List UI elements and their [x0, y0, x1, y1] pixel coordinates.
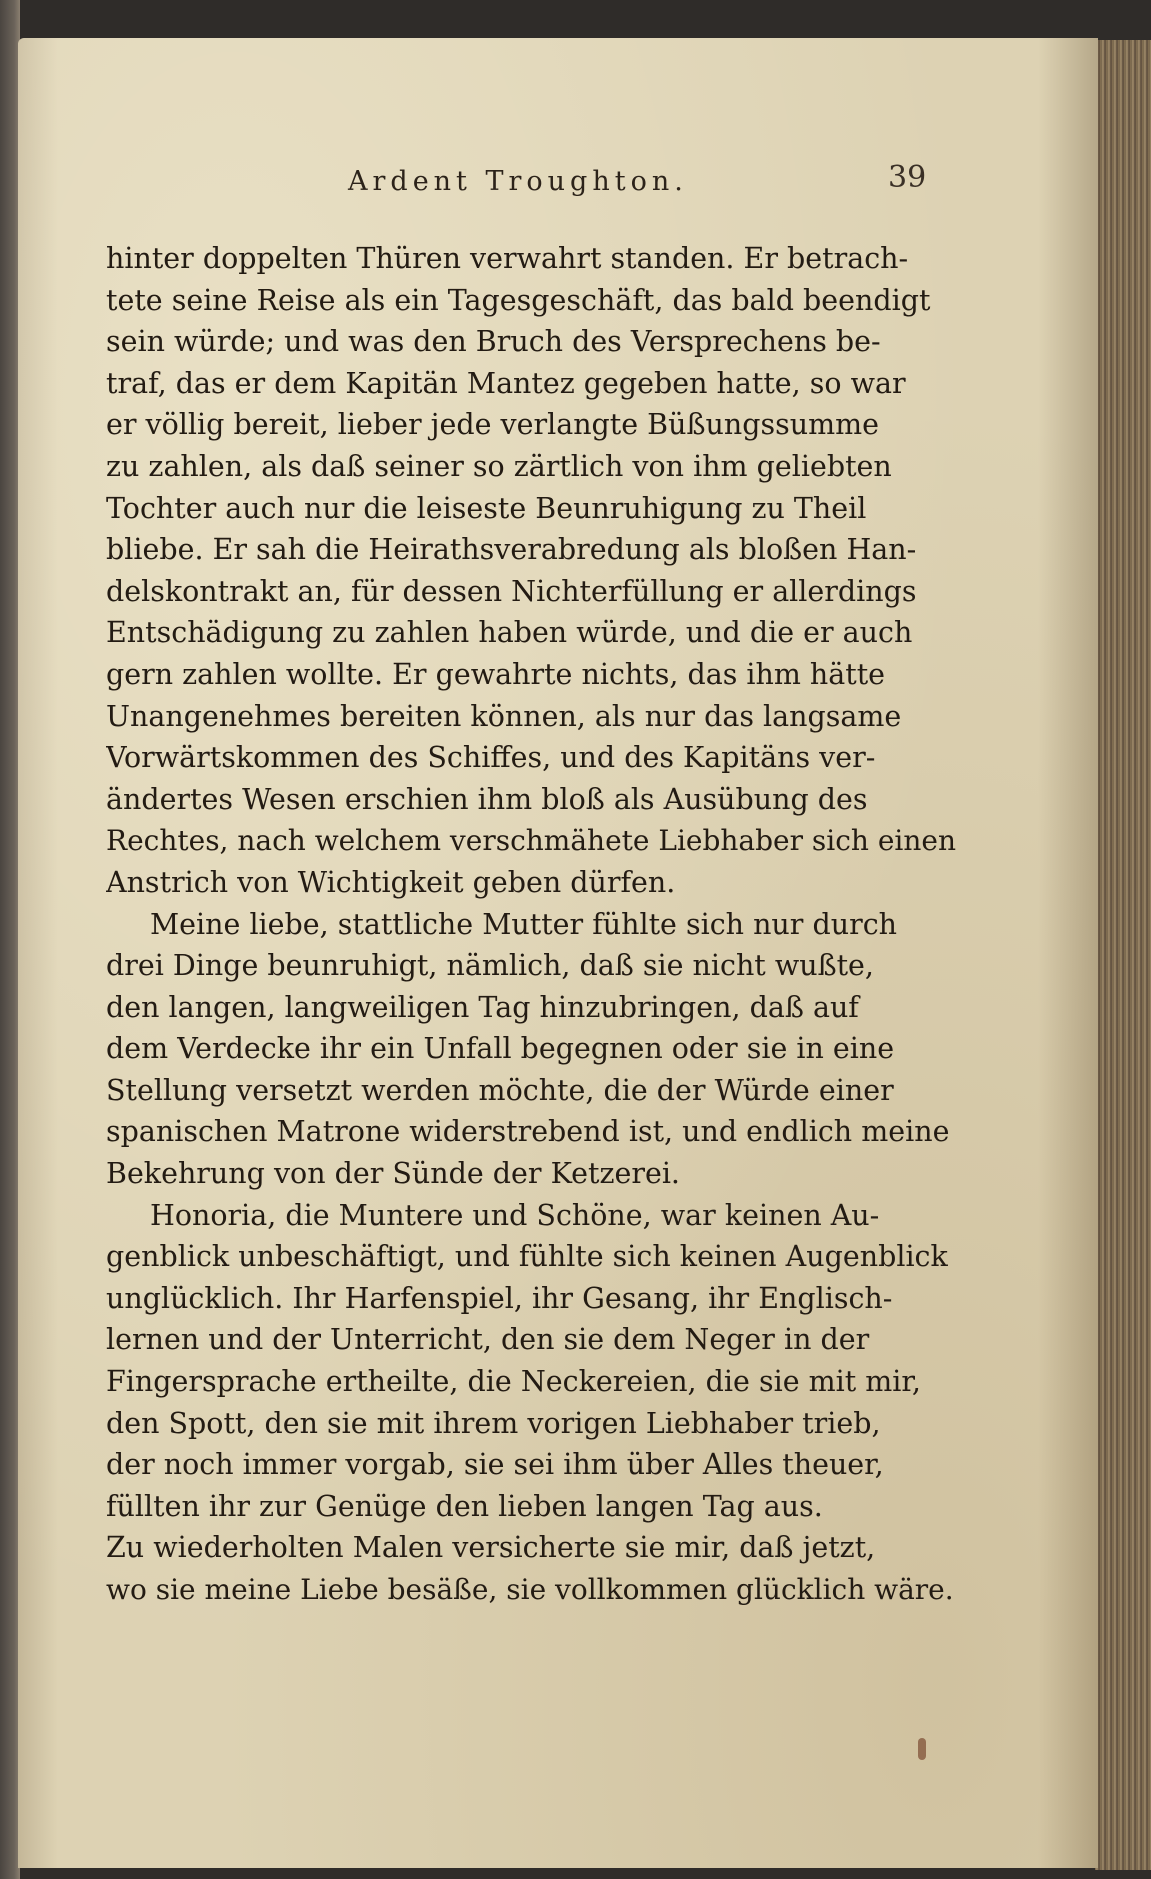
- paper-stain: [918, 1738, 926, 1760]
- text-line: Stellung versetzt werden möchte, die der Würde einer: [106, 1073, 894, 1107]
- text-line: spanischen Matrone widerstrebend ist, und endlich meine: [106, 1115, 950, 1149]
- text-line: drei Dinge beunruhigt, nämlich, daß sie nicht wußte,: [106, 949, 874, 983]
- text-line: der noch immer vorgab, sie sei ihm über Alles theuer,: [106, 1448, 884, 1482]
- text-line: Entschädigung zu zahlen haben würde, und die er auch: [106, 616, 913, 650]
- page-stack-edges: [1095, 40, 1151, 1870]
- page-number: 39: [888, 160, 927, 195]
- text-line: Rechtes, nach welchem verschmähete Liebhaber sich einen: [106, 824, 957, 858]
- paragraph-start-line: Meine liebe, stattliche Mutter fühlte sich nur durch: [150, 907, 898, 941]
- text-line: er völlig bereit, lieber jede verlangte Büßungssumme: [106, 408, 879, 442]
- text-line: wo sie meine Liebe besäße, sie vollkommen glücklich wäre.: [106, 1573, 954, 1606]
- text-line: Zu wiederholten Malen versicherte sie mir, daß jetzt,: [106, 1531, 876, 1565]
- text-line: hinter doppelten Thüren verwahrt standen. Er betrach-: [106, 242, 909, 275]
- text-line: traf, das er dem Kapitän Mantez gegeben hatte, so war: [106, 366, 906, 400]
- text-line: Tochter auch nur die leiseste Beunruhigung zu Theil: [106, 491, 867, 525]
- text-line: Anstrich von Wichtigkeit geben dürfen.: [106, 865, 676, 899]
- text-line: Vorwärtskommen des Schiffes, und des Kapitäns ver-: [106, 741, 876, 775]
- paragraph-start-line: Honoria, die Muntere und Schöne, war keinen Au-: [150, 1198, 880, 1232]
- text-line: delskontrakt an, für dessen Nichterfüllung er allerdings: [106, 574, 917, 608]
- body-text: [106, 238, 966, 1611]
- page-header: [18, 160, 1098, 206]
- text-line: ändertes Wesen erschien ihm bloß als Ausübung des: [106, 782, 868, 816]
- book-spine-edge: [0, 0, 20, 1879]
- text-line: unglücklich. Ihr Harfenspiel, ihr Gesang, ihr Englisch-: [106, 1281, 893, 1315]
- text-line: den langen, langweiligen Tag hinzubringen, daß auf: [106, 990, 859, 1024]
- text-line: bliebe. Er sah die Heirathsverabredung als bloßen Han-: [106, 533, 917, 567]
- text-line: gern zahlen wollte. Er gewahrte nichts, das ihm hätte: [106, 657, 886, 691]
- text-line: dem Verdecke ihr ein Unfall begegnen oder sie in eine: [106, 1032, 895, 1066]
- text-line: zu zahlen, als daß seiner so zärtlich von ihm geliebten: [106, 449, 892, 483]
- text-line: genblick unbeschäftigt, und fühlte sich keinen Augenblick: [106, 1240, 948, 1274]
- text-line: Fingersprache ertheilte, die Neckereien, die sie mit mir,: [106, 1365, 921, 1399]
- running-title: Ardent Troughton.: [348, 166, 688, 197]
- text-line: Bekehrung von der Sünde der Ketzerei.: [106, 1157, 680, 1191]
- book-page: [18, 38, 1098, 1868]
- text-line: den Spott, den sie mit ihrem vorigen Liebhaber trieb,: [106, 1406, 881, 1440]
- text-line: sein würde; und was den Bruch des Versprechens be-: [106, 325, 881, 359]
- text-line: Unangenehmes bereiten können, als nur das langsame: [106, 699, 902, 733]
- text-line: lernen und der Unterricht, den sie dem Neger in der: [106, 1323, 870, 1357]
- text-line: füllten ihr zur Genüge den lieben langen Tag aus.: [106, 1489, 823, 1523]
- text-line: tete seine Reise als ein Tagesgeschäft, das bald beendigt: [106, 283, 931, 317]
